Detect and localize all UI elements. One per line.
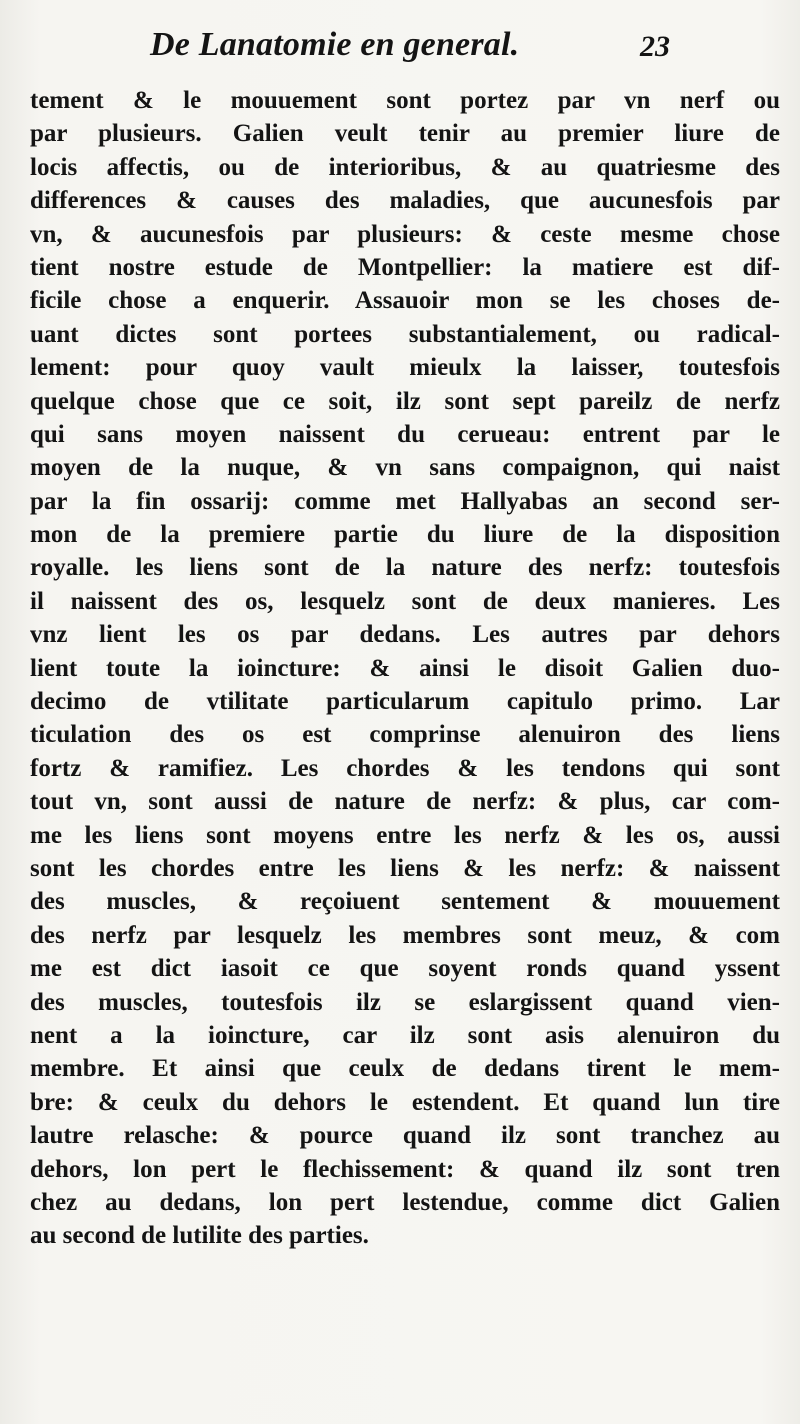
text-line: fortz & ramifiez. Les chordes & les tendons qui sont [30,754,780,782]
page-number: 23 [640,30,670,63]
text-line: ficile chose a enquerir. Assauoir mon se les choses de- [30,287,780,315]
body-text [30,84,780,1253]
text-line: lient toute la ioincture: & ainsi le disoit Galien duo- [30,654,780,682]
page-header [0,22,800,72]
text-line: membre. Et ainsi que ceulx de dedans tirent le mem- [30,1055,780,1083]
text-line: lautre relasche: & pource quand ilz sont tranchez au [30,1122,780,1150]
text-line: par la fin ossarij: comme met Hallyabas an second ser- [30,487,780,515]
text-line: bre: & ceulx du dehors le estendent. Et quand lun tire [30,1088,780,1116]
text-line: vnz lient les os par dedans. Les autres par dehors [30,621,780,649]
text-line: mon de la premiere partie du liure de la disposition [30,521,780,549]
text-line: vn, & aucunesfois par plusieurs: & ceste mesme chose [30,220,780,248]
text-line: quelque chose que ce soit, ilz sont sept pareilz de nerfz [30,387,780,415]
text-line: decimo de vtilitate particularum capitulo primo. Lar [30,688,780,716]
text-line: des muscles, toutesfois ilz se eslargissent quand vien- [30,988,780,1016]
text-line: moyen de la nuque, & vn sans compaignon, qui naist [30,454,780,482]
text-line: tient nostre estude de Montpellier: la matiere est dif- [30,253,780,281]
text-line: royalle. les liens sont de la nature des nerfz: toutesfois [30,554,780,582]
text-line: lement: pour quoy vault mieulx la laisser, toutesfois [30,354,780,382]
text-line: locis affectis, ou de interioribus, & au quatriesme des [30,153,780,181]
text-line: des nerfz par lesquelz les membres sont meuz, & com [30,921,780,949]
text-line: dehors, lon pert le flechissement: & quand ilz sont tren [30,1155,780,1183]
text-line: tement & le mouuement sont portez par vn nerf ou [30,87,780,114]
text-line: il naissent des os, lesquelz sont de deux manieres. Les [30,587,780,615]
text-line: qui sans moyen naissent du cerueau: entrent par le [30,420,780,448]
text-line: me est dict iasoit ce que soyent ronds quand yssent [30,955,780,983]
text-line: ticulation des os est comprinse alenuiron des liens [30,721,780,749]
text-line: nent a la ioincture, car ilz sont asis alenuiron du [30,1021,780,1049]
text-line: chez au dedans, lon pert lestendue, comme dict Galien [30,1188,780,1216]
text-line: au second de lutilite des parties. [30,1222,369,1250]
text-line: differences & causes des maladies, que aucunesfois par [30,187,780,215]
text-line: sont les chordes entre les liens & les nerfz: & naissent [30,854,780,882]
text-line: me les liens sont moyens entre les nerfz & les os, aussi [30,821,780,849]
text-line: des muscles, & reçoiuent sentement & mouuement [30,888,780,916]
text-line: uant dictes sont portees substantialement, ou radical- [30,320,780,348]
text-line: tout vn, sont aussi de nature de nerfz: & plus, car com- [30,788,780,816]
text-line: par plusieurs. Galien veult tenir au premier liure de [30,120,780,148]
running-title: De Lanatomie en general. [150,26,520,63]
